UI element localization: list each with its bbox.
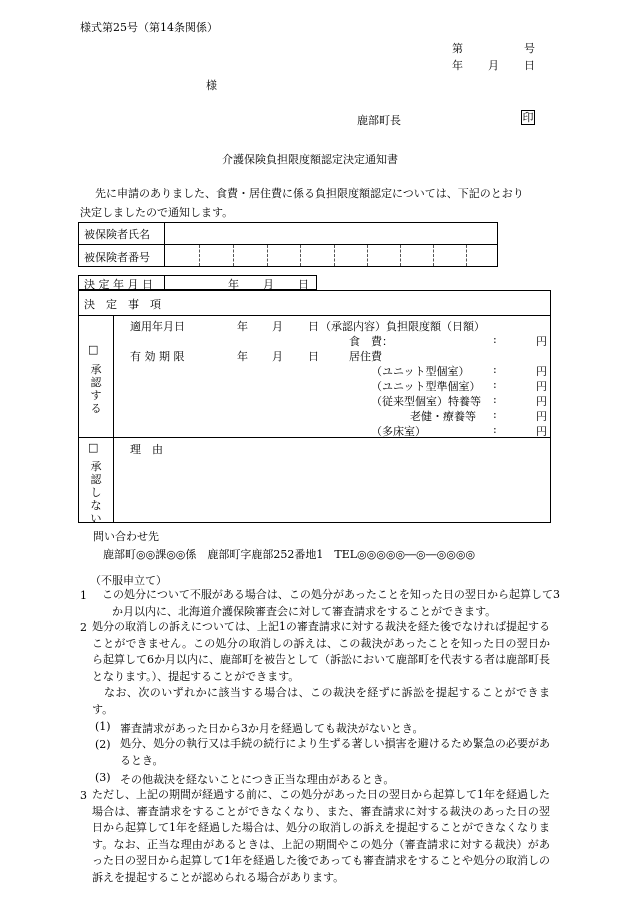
insured-table-divider [78, 244, 498, 245]
approve-checkbox[interactable]: □ [88, 343, 99, 356]
decision-items-label: 決 定 事 項 [84, 298, 161, 311]
number-cell-divider [400, 245, 401, 266]
decision-date-divider [164, 275, 165, 290]
reason-label: 理 由 [130, 443, 163, 456]
unit-private-colon: : [493, 363, 497, 376]
seal-mark: 印 [522, 111, 534, 124]
appeal-item2-number: 2 [80, 621, 87, 634]
valid-year-label: 年 [237, 350, 248, 363]
roken-colon: : [493, 408, 497, 421]
appeal-item2-text: 処分の取消しの訴えについては、上記1の審査請求に対する裁決を経た後でなければ提起することができません。この処分の取消しの訴えは、この裁決があったことを知った日の翌日から起算して6か月以内に、鹿部町を被告として（訴訟において鹿部町を代表する者は鹿部町長となります。）、提起することができます。 [92, 620, 550, 683]
housing-cost-label: 居住費 [349, 350, 382, 363]
deny-vertical-label: 承認しない [90, 460, 102, 525]
number-cell-divider [466, 245, 467, 266]
shared-room-label: （多床室） [371, 425, 426, 438]
insured-number-label: 被保険者番号 [84, 251, 150, 264]
valid-month-label: 月 [272, 350, 283, 363]
food-cost-label: 食 費： [349, 335, 393, 348]
appeal-item1-text: この処分について不服がある場合は、この処分があったことを知った日の翌日から起算して3か月以内に、北海道介護保険審査会に対して審査請求をすることができます。 [102, 588, 560, 618]
intro-text-line2: 決定しましたので通知します。 [80, 206, 234, 219]
unit-private-yen: 円 [536, 365, 547, 378]
appeal-item1-number: 1 [80, 589, 87, 602]
form-number: 様式第25号（第14条関係） [80, 21, 218, 34]
checkbox-column-divider [113, 315, 114, 523]
food-cost-yen: 円 [536, 335, 547, 348]
start-month-label: 月 [272, 320, 283, 333]
unit-semi-label: （ユニット型準個室） [371, 380, 481, 393]
conventional-label: （従来型個室）特養等 [371, 395, 481, 408]
date-day-label: 日 [524, 59, 535, 72]
roken-label: 老健・療養等 [410, 410, 476, 423]
food-cost-colon: : [493, 333, 497, 346]
addressee-honorific: 様 [206, 79, 217, 92]
start-day-label: 日 [308, 320, 319, 333]
appeal-item2-note: なお、次のいずれかに該当する場合は、この裁決を経ずに訴訟を提起することができます。 [92, 686, 550, 716]
roken-yen: 円 [536, 410, 547, 423]
contact-label: 問い合わせ先 [93, 530, 159, 543]
appeal-sub2-number: (2) [95, 738, 111, 751]
shared-room-yen: 円 [536, 425, 547, 438]
doc-number-prefix: 第 [452, 42, 463, 55]
decision-day-label: 日 [298, 278, 309, 291]
appeal-sub1-text: 審査請求があった日から3か月を経過しても裁決がないとき。 [120, 722, 424, 735]
appeal-sub3-number: (3) [95, 771, 111, 784]
approve-vertical-label: 承認する [90, 363, 102, 415]
number-cell-divider [433, 245, 434, 266]
appeal-sub3-text: その他裁決を経ないことにつき正当な理由があるとき。 [120, 773, 395, 786]
insured-table-label-divider [164, 222, 165, 267]
document-title: 介護保険負担限度額認定決定通知書 [222, 153, 398, 166]
decision-month-label: 月 [263, 278, 274, 291]
number-cell-divider [233, 245, 234, 266]
appeal-sub2-text: 処分、処分の執行又は手続の続行により生ずる著しい損害を避けるため緊急の必要があるとき。 [120, 737, 550, 767]
number-cell-divider [267, 245, 268, 266]
start-year-label: 年 [237, 320, 248, 333]
date-year-label: 年 [452, 59, 463, 72]
appeal-item3-text: ただし、上記の期間が経過する前に、この処分があった日の翌日から起算して1年を経過した場合は、審査請求をすることができなくなり、また、審査請求に対する裁決のあった日の翌日から起算して1年を経過した場合は、処分の取消しの訴えを提起することができなくなります。なお、正当な理由があるときは、上記の期間やこの処分（審査請求に対する裁決）があった日の翌日から起算して1年を経過した後であっても審査請求をすることや処分の取消しの訴えを提起することが認められる場合があります。 [92, 788, 550, 884]
intro-text-line1: 先に申請のありました、食費・居住費に係る負担限度額認定については、下記のとおり [95, 187, 524, 200]
decision-year-label: 年 [228, 278, 239, 291]
deny-checkbox[interactable]: □ [88, 441, 99, 454]
appeal-heading: （不服申立て） [90, 574, 167, 587]
valid-day-label: 日 [308, 350, 319, 363]
shared-room-colon: : [493, 423, 497, 436]
number-cell-divider [300, 245, 301, 266]
insured-name-label: 被保険者氏名 [84, 228, 150, 241]
decision-items-header-divider [78, 315, 551, 316]
appeal-item3-number: 3 [80, 789, 87, 802]
doc-number-suffix: 号 [524, 42, 535, 55]
valid-until-label: 有 効 期 限 [130, 350, 185, 363]
decision-date-label: 決 定 年 月 日 [84, 278, 153, 291]
approval-content-label: （承認内容）負担限度額（日額） [320, 320, 485, 333]
conventional-yen: 円 [536, 395, 547, 408]
unit-semi-yen: 円 [536, 380, 547, 393]
number-cell-divider [367, 245, 368, 266]
number-cell-divider [199, 245, 200, 266]
issuer-name: 鹿部町長 [357, 114, 401, 127]
appeal-sub1-number: (1) [95, 720, 111, 733]
unit-semi-colon: : [493, 378, 497, 391]
number-cell-divider [334, 245, 335, 266]
approve-deny-divider [78, 437, 551, 438]
conventional-colon: : [493, 393, 497, 406]
date-month-label: 月 [488, 59, 499, 72]
unit-private-label: （ユニット型個室） [371, 365, 470, 378]
contact-line: 鹿部町◎◎課◎◎係 鹿部町字鹿部252番地1 TEL◎◎◎◎◎―◎―◎◎◎◎ [103, 548, 476, 561]
start-date-label: 適用年月日 [130, 320, 185, 333]
